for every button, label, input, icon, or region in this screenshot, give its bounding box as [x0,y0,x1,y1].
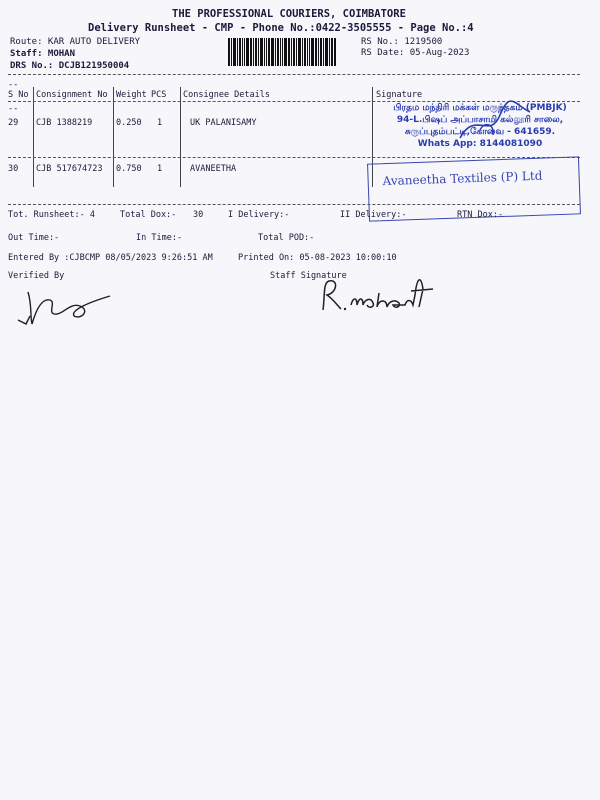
receiver-signature-scribble [455,100,535,145]
col-header-consignee: Consignee Details [183,90,270,100]
ii-delivery: II Delivery:- [340,210,407,220]
row-pcs: 1 [157,164,163,174]
staff-signature-label: Staff Signature [270,271,347,281]
divider [8,157,580,158]
col-header-signature: Signature [376,90,423,100]
row-weight: 0.250 [116,118,142,128]
out-time: Out Time:- [8,233,60,243]
staff-label: Staff: MOHAN [10,49,76,59]
row-consignee: UK PALANISAMY [190,118,257,128]
stamp-line: பிரதம மந்திரி மக்கள் மருந்தகம் (PMBJK) [393,103,567,113]
col-header-pcs: PCS [151,90,167,100]
runsheet-subtitle: Delivery Runsheet - CMP - Phone No.:0422-3505555 - Page No.:4 [88,22,474,34]
col-header-weight: Weight [116,90,147,100]
total-dox-value: 30 [193,210,204,220]
total-dox-label: Total Dox:- [120,210,177,220]
stamp-line: Whats App: 8144081090 [417,139,543,149]
verifier-signature [10,280,120,335]
divider [8,74,580,75]
row-sno: 29 [8,118,19,128]
col-header-sno: S No [8,90,29,100]
entered-by: Entered By :CJBCMP 08/05/2023 9:26:51 AM [8,253,213,263]
divider [8,204,580,205]
row-sno: 30 [8,164,19,174]
drs-number: DRS No.: DCJB121950004 [10,61,130,71]
printed-on: Printed On: 05-08-2023 10:00:10 [238,253,397,263]
in-time: In Time:- [136,233,183,243]
row-consignee: AVANEETHA [190,164,237,174]
route-label: Route: KAR AUTO DELIVERY [10,37,141,47]
stamp-line: சுருப்புதம்பட்டி,கோவை - 641659. [404,127,556,137]
barcode [228,38,353,66]
stamp-company-name: Avaneetha Textiles (P) Ltd [382,168,543,189]
row-weight: 0.750 [116,164,142,174]
row-consignment: CJB 517674723 [36,164,103,174]
verified-by-label: Verified By [8,271,65,281]
rs-date: RS Date: 05-Aug-2023 [361,48,470,58]
staff-signature [315,265,465,320]
row-consignment: CJB 1388219 [36,118,93,128]
total-pod: Total POD:- [258,233,315,243]
rs-number: RS No.: 1219500 [361,37,443,47]
row-pcs: 1 [157,118,163,128]
stamp-line: 94-L.பிஷப் அப்பாசாமி கல்லூரி சாலை, [396,115,564,125]
total-runsheet: Tot. Runsheet:- 4 [8,210,95,220]
company-title: THE PROFESSIONAL COURIERS, COIMBATORE [172,8,406,20]
i-delivery: I Delivery:- [228,210,290,220]
col-header-consignment: Consignment No [36,90,108,100]
rtn-dox: RTN Dox:- [457,210,504,220]
